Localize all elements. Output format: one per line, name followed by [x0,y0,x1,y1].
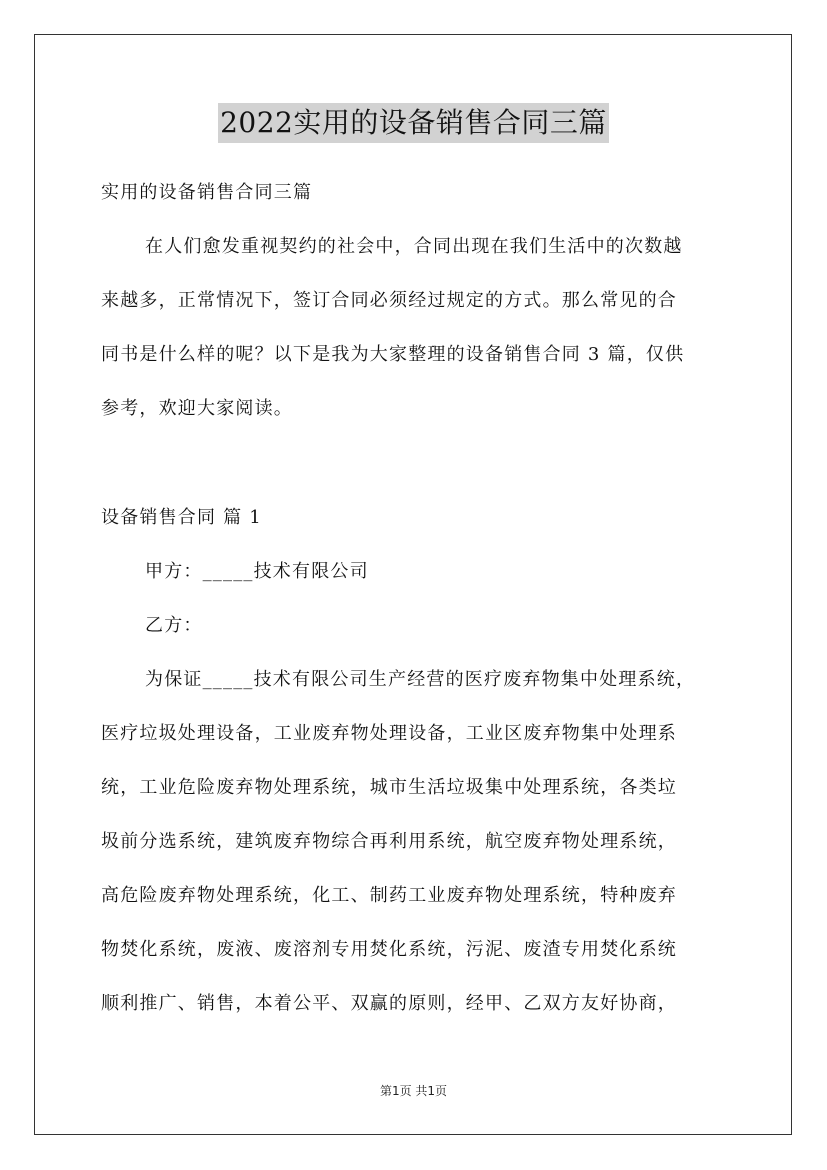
party-b-line: 乙方： [145,615,203,636]
body-line-3: 统，工业危险废弃物处理系统，城市生活垃圾集中处理系统，各类垃 [101,777,677,798]
body-line-2: 医疗垃圾处理设备，工业废弃物处理设备，工业区废弃物集中处理系 [101,723,677,744]
section-heading: 设备销售合同 篇 1 [101,507,262,528]
intro-line-3: 同书是什么样的呢？以下是我为大家整理的设备销售合同 3 篇，仅供 [101,344,685,365]
body-line-4: 圾前分选系统，建筑废弃物综合再利用系统，航空废弃物处理系统， [101,831,677,852]
page-footer [0,1083,827,1099]
intro-line-4: 参考，欢迎大家阅读。 [101,398,293,419]
body-line-7: 顺利推广、销售，本着公平、双赢的原则，经甲、乙双方友好协商， [101,993,677,1014]
body-line-6: 物焚化系统，废液、废溶剂专用焚化系统，污泥、废渣专用焚化系统 [101,939,677,960]
document-title [0,102,827,143]
page-number: 第1页 共1页 [379,1084,448,1098]
party-a-line: 甲方：_____技术有限公司 [145,561,369,582]
intro-line-2: 来越多，正常情况下，签订合同必须经过规定的方式。那么常见的合 [101,290,677,311]
document-title-text: 2022实用的设备销售合同三篇 [218,103,609,143]
document-subtitle: 实用的设备销售合同三篇 [101,182,313,203]
intro-line-1: 在人们愈发重视契约的社会中，合同出现在我们生活中的次数越 [145,236,683,257]
body-line-5: 高危险废弃物处理系统，化工、制药工业废弃物处理系统，特种废弃 [101,885,677,906]
body-line-1: 为保证_____技术有限公司生产经营的医疗废弃物集中处理系统， [145,669,696,690]
